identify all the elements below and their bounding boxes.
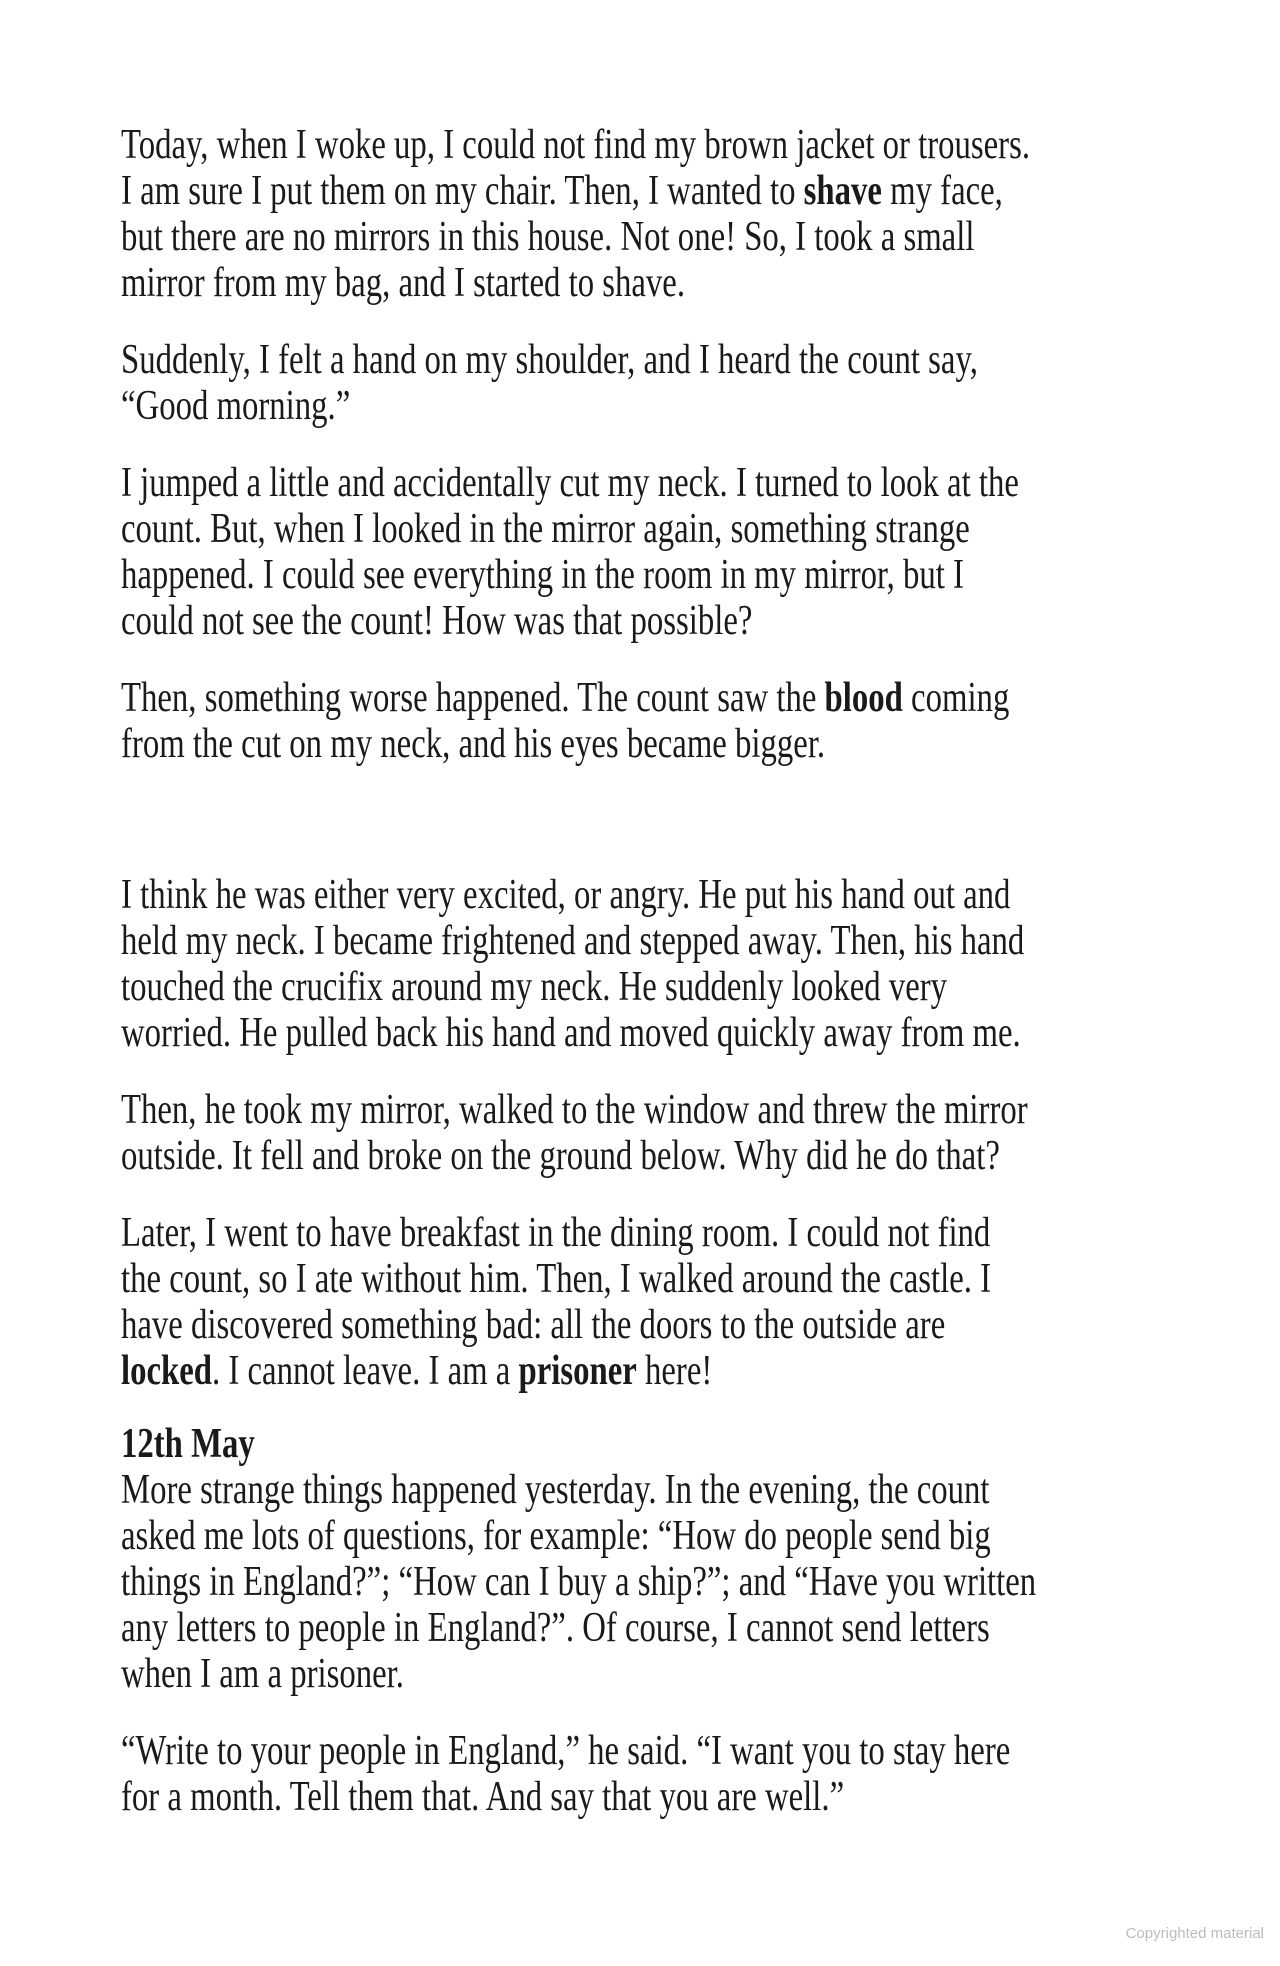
copyright-watermark: Copyrighted material — [1125, 1925, 1264, 1942]
paragraph-7 — [121, 1210, 1166, 1394]
text-line: count. But, when I looked in the mirror again, something strange — [121, 506, 970, 552]
text-line: Later, I went to have breakfast in the dining room. I could not find — [121, 1210, 991, 1256]
text-line: Then, he took my mirror, walked to the window and threw the mirror — [121, 1087, 1028, 1133]
text-line: locked. I cannot leave. I am a prisoner here! — [121, 1348, 713, 1394]
text-line: Suddenly, I felt a hand on my shoulder, and I heard the count say, — [121, 337, 978, 383]
paragraph-8 — [121, 1467, 1166, 1697]
paragraph-4 — [121, 675, 1166, 767]
paragraph-2 — [121, 337, 1166, 429]
text-line: 12th May — [121, 1421, 255, 1467]
paragraph-5 — [121, 872, 1166, 1056]
text-line: outside. It fell and broke on the ground below. Why did he do that? — [121, 1133, 1000, 1179]
text-line: More strange things happened yesterday. In the evening, the count — [121, 1467, 990, 1513]
text-line: “Good morning.” — [121, 383, 351, 429]
text-line: from the cut on my neck, and his eyes became bigger. — [121, 721, 826, 767]
text-line: for a month. Tell them that. And say that you are well.” — [121, 1774, 845, 1820]
paragraph-1 — [121, 122, 1166, 306]
paragraph-3 — [121, 460, 1166, 644]
text-line: any letters to people in England?”. Of course, I cannot send letters — [121, 1605, 990, 1651]
text-line: the count, so I ate without him. Then, I walked around the castle. I — [121, 1256, 992, 1302]
text-line: Today, when I woke up, I could not find my brown jacket or trousers. — [121, 122, 1031, 168]
text-line: mirror from my bag, and I started to shave. — [121, 260, 686, 306]
text-line: happened. I could see everything in the room in my mirror, but I — [121, 552, 964, 598]
text-line: touched the crucifix around my neck. He suddenly looked very — [121, 964, 948, 1010]
text-line: I jumped a little and accidentally cut my neck. I turned to look at the — [121, 460, 1019, 506]
text-line: have discovered something bad: all the doors to the outside are — [121, 1302, 946, 1348]
text-line: I am sure I put them on my chair. Then, I wanted to shave my face, — [121, 168, 1003, 214]
text-line: when I am a prisoner. — [121, 1651, 404, 1697]
text-line: I think he was either very excited, or angry. He put his hand out and — [121, 872, 1011, 918]
paragraph-9 — [121, 1728, 1166, 1820]
page-text — [121, 122, 1166, 1820]
text-line: things in England?”; “How can I buy a ship?”; and “Have you written — [121, 1559, 1037, 1605]
text-line: “Write to your people in England,” he said. “I want you to stay here — [121, 1728, 1011, 1774]
heading-12th-may — [121, 1421, 1166, 1467]
text-line: could not see the count! How was that possible? — [121, 598, 753, 644]
text-line: asked me lots of questions, for example: “How do people send big — [121, 1513, 991, 1559]
text-line: held my neck. I became frightened and stepped away. Then, his hand — [121, 918, 1025, 964]
text-line: Then, something worse happened. The count saw the blood coming — [121, 675, 1010, 721]
text-line: but there are no mirrors in this house. Not one! So, I took a small — [121, 214, 975, 260]
paragraph-6 — [121, 1087, 1166, 1179]
text-line: worried. He pulled back his hand and moved quickly away from me. — [121, 1010, 1021, 1056]
